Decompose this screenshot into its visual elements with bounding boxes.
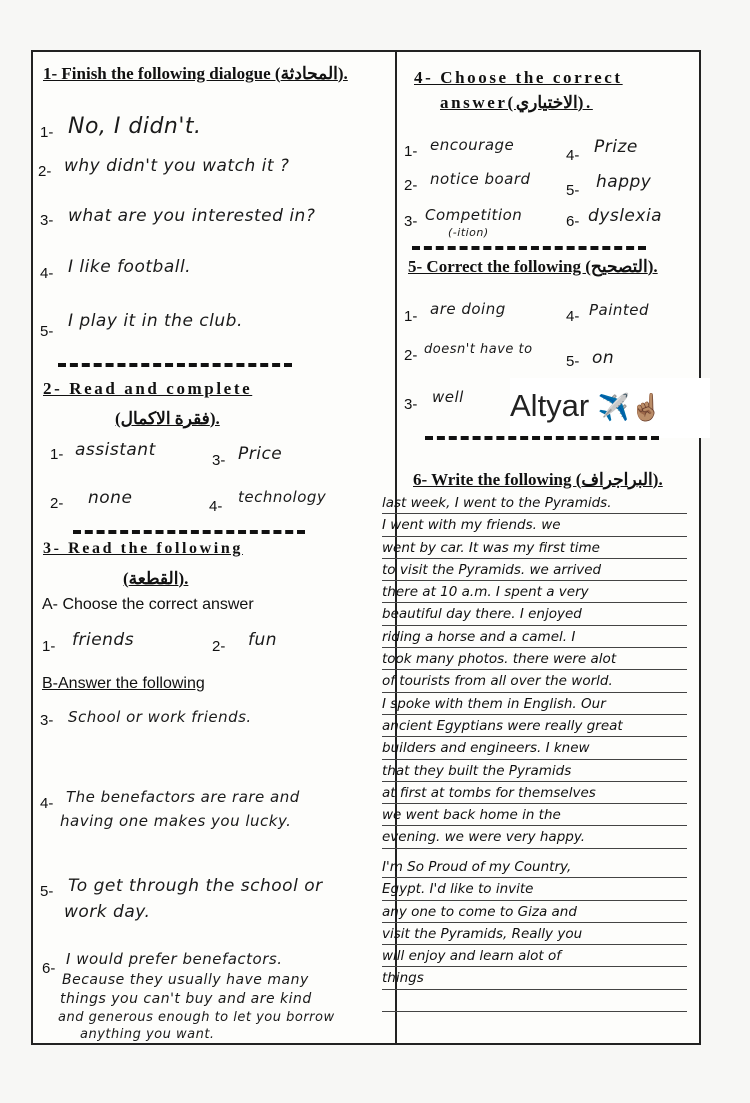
essay-line: we went back home in the xyxy=(382,804,687,826)
s3-b-item-6-num: 6- xyxy=(42,960,56,977)
s3-b-item-5-line-2: work day. xyxy=(64,902,151,922)
essay-line: riding a horse and a camel. I xyxy=(382,626,687,648)
section-3-title: 3- Read the following xyxy=(43,540,243,557)
essay-line: took many photos. there were alot xyxy=(382,648,687,670)
s1-item-4-num: 4- xyxy=(40,265,54,282)
s4-item-1-num: 1- xyxy=(404,143,418,160)
s4-item-6-answer: dyslexia xyxy=(588,206,663,226)
s3-a-item-2-num: 2- xyxy=(212,638,226,655)
essay-line: last week, I went to the Pyramids. xyxy=(382,492,687,514)
s1-item-5-answer: I play it in the club. xyxy=(68,311,243,331)
essay-line: of tourists from all over the world. xyxy=(382,670,687,692)
section-1-title: 1- Finish the following dialogue (المحادثة). xyxy=(43,64,348,83)
s3-a-item-1-num: 1- xyxy=(42,638,56,655)
s3-b-item-4-num: 4- xyxy=(40,795,54,812)
paragraph-1 xyxy=(382,492,687,849)
s1-item-3-num: 3- xyxy=(40,212,54,229)
s5-item-4-num: 4- xyxy=(566,308,580,325)
s5-item-1-answer: are doing xyxy=(430,300,506,318)
separator xyxy=(425,436,659,440)
essay-line: at first at tombs for themselves xyxy=(382,782,687,804)
section-2-title: 2- Read and complete xyxy=(43,379,253,398)
altyar-logo xyxy=(510,378,710,438)
s1-item-1-answer: No, I didn't. xyxy=(68,114,202,139)
s5-item-2-answer: doesn't have to xyxy=(424,342,533,357)
s1-item-5-num: 5- xyxy=(40,323,54,340)
s4-item-2-num: 2- xyxy=(404,177,418,194)
s5-item-2-num: 2- xyxy=(404,347,418,364)
paragraph-2 xyxy=(382,856,687,1012)
section-3-title-arabic: (القطعة). xyxy=(123,569,189,588)
section-2-title-arabic: (فقرة الاكمال). xyxy=(115,409,220,428)
s1-item-2-answer: why didn't you watch it ? xyxy=(64,156,290,176)
s3-b-item-6-line-2: Because they usually have many xyxy=(62,972,309,988)
s4-item-1-answer: encourage xyxy=(430,136,515,154)
essay-line: went by car. It was my first time xyxy=(382,537,687,559)
essay-line: things xyxy=(382,967,687,989)
s4-item-4-answer: Prize xyxy=(594,137,638,157)
s4-item-4-num: 4- xyxy=(566,147,580,164)
s3-b-item-5-line-1: To get through the school or xyxy=(68,876,323,896)
s3-b-item-4-line-2: having one makes you lucky. xyxy=(60,812,292,830)
essay-line: I'm So Proud of my Country, xyxy=(382,856,687,878)
s3-b-item-3-answer: School or work friends. xyxy=(68,708,252,726)
s4-item-3-note: (-ition) xyxy=(448,226,489,239)
essay-line: there at 10 a.m. I spent a very xyxy=(382,581,687,603)
s5-item-3-answer: well xyxy=(432,388,464,406)
essay-line: builders and engineers. I knew xyxy=(382,737,687,759)
s2-item-3-num: 3- xyxy=(212,452,226,469)
essay-line: to visit the Pyramids. we arrived xyxy=(382,559,687,581)
s5-item-3-num: 3- xyxy=(404,396,418,413)
s3-subheading-b: B-Answer the following xyxy=(42,675,205,692)
airplane-pointing-hand-icon: ✈️☝🏽 xyxy=(597,392,663,422)
essay-line xyxy=(382,990,687,1012)
s4-item-5-answer: happy xyxy=(596,172,652,192)
s3-b-item-6-line-3: things you can't buy and are kind xyxy=(60,991,312,1007)
s4-item-3-num: 3- xyxy=(404,213,418,230)
s2-item-2-answer: none xyxy=(88,488,133,508)
s2-item-1-num: 1- xyxy=(50,446,64,463)
s2-item-4-num: 4- xyxy=(209,498,223,515)
s2-item-4-answer: technology xyxy=(238,488,327,506)
essay-line: visit the Pyramids, Really you xyxy=(382,923,687,945)
s3-b-item-6-line-4: and generous enough to let you borrow xyxy=(58,1010,335,1025)
s3-b-item-5-num: 5- xyxy=(40,883,54,900)
s4-item-3-answer: Competition xyxy=(425,206,523,224)
s3-b-item-4-line-1: The benefactors are rare and xyxy=(66,788,300,806)
s3-b-item-6-line-1: I would prefer benefactors. xyxy=(66,950,283,968)
essay-line: any one to come to Giza and xyxy=(382,901,687,923)
s5-item-5-num: 5- xyxy=(566,353,580,370)
s3-a-item-1-answer: friends xyxy=(72,630,135,650)
s5-item-4-answer: Painted xyxy=(589,301,650,319)
essay-line: will enjoy and learn alot of xyxy=(382,945,687,967)
section-5-title: 5- Correct the following (التصحيح). xyxy=(408,257,658,276)
essay-line: ancient Egyptians were really great xyxy=(382,715,687,737)
s2-item-1-answer: assistant xyxy=(75,440,156,460)
s1-item-1-num: 1- xyxy=(40,124,54,141)
s1-item-3-answer: what are you interested in? xyxy=(68,206,316,226)
s5-item-1-num: 1- xyxy=(404,308,418,325)
s1-item-4-answer: I like football. xyxy=(68,257,192,277)
section-6-title: 6- Write the following (البراجراف). xyxy=(413,470,663,489)
essay-line: Egypt. I'd like to invite xyxy=(382,878,687,900)
section-4-title-line-2: answer(الاختياري). xyxy=(440,93,593,112)
s4-item-6-num: 6- xyxy=(566,213,580,230)
essay-line: I went with my friends. we xyxy=(382,514,687,536)
s4-item-2-answer: notice board xyxy=(430,170,531,188)
s3-subheading-a: A- Choose the correct answer xyxy=(42,596,254,613)
essay-line: beautiful day there. I enjoyed xyxy=(382,603,687,625)
separator xyxy=(412,246,646,250)
s2-item-2-num: 2- xyxy=(50,495,64,512)
s1-item-2-num: 2- xyxy=(38,163,52,180)
s5-item-5-answer: on xyxy=(592,348,615,368)
separator xyxy=(58,363,292,367)
essay-line: I spoke with them in English. Our xyxy=(382,693,687,715)
separator xyxy=(73,530,305,534)
s3-a-item-2-answer: fun xyxy=(248,630,278,650)
essay-line: evening. we were very happy. xyxy=(382,826,687,848)
s4-item-5-num: 5- xyxy=(566,182,580,199)
s2-item-3-answer: Price xyxy=(238,444,283,464)
s3-b-item-6-line-5: anything you want. xyxy=(80,1027,215,1042)
s3-b-item-3-num: 3- xyxy=(40,712,54,729)
essay-line: that they built the Pyramids xyxy=(382,760,687,782)
section-4-title: 4- Choose the correct xyxy=(414,68,623,87)
logo-text: Altyar xyxy=(510,388,590,423)
